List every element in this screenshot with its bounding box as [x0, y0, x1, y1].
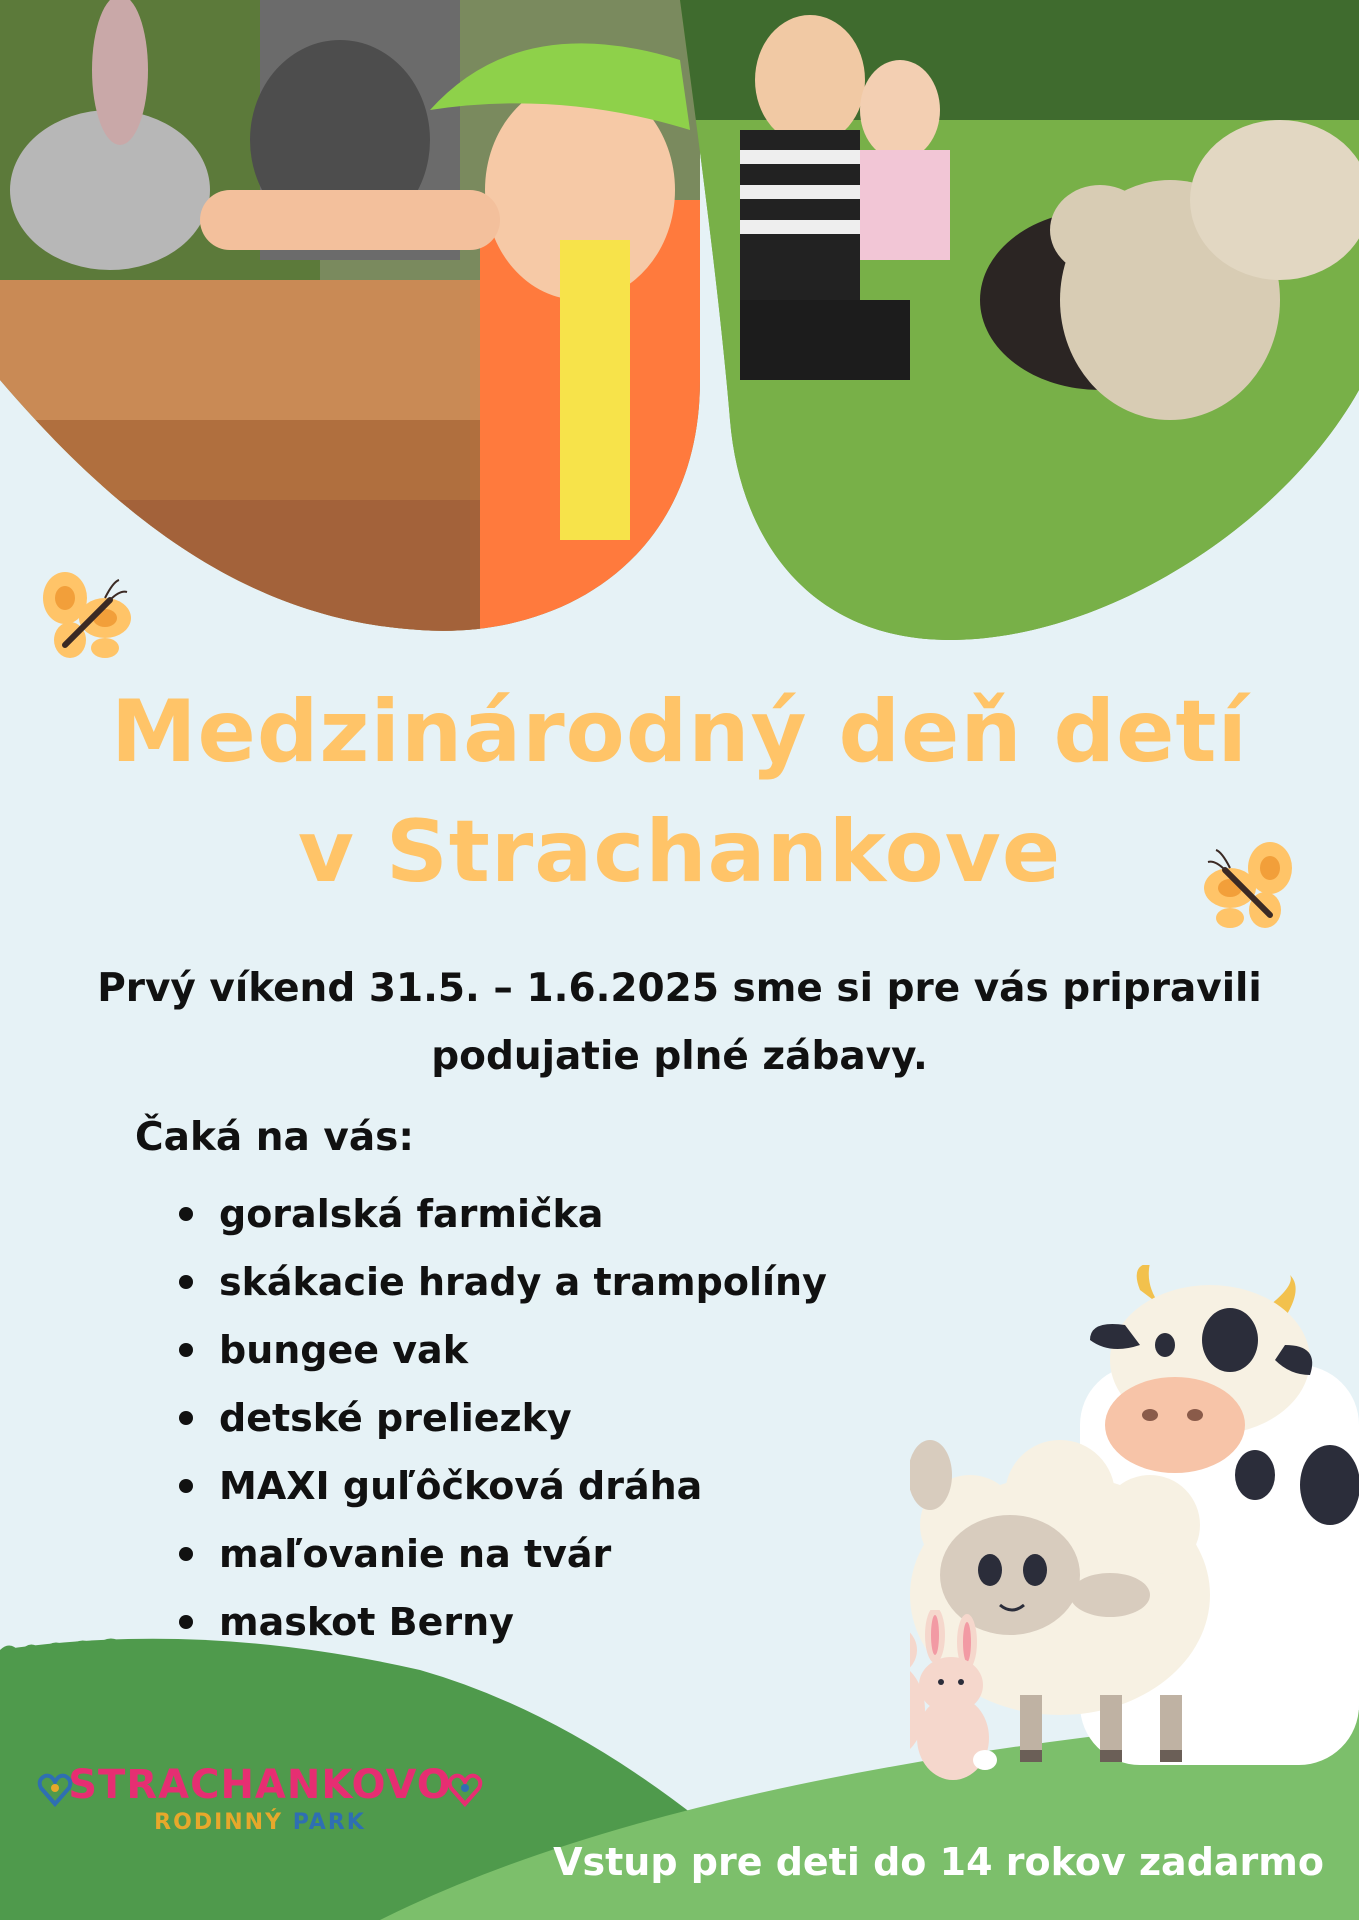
activities-heading: Čaká na vás:	[135, 1115, 414, 1160]
bullet-icon	[179, 1479, 193, 1493]
logo-sub-word-2: PARK	[292, 1810, 366, 1835]
list-item	[175, 1384, 827, 1452]
page-title-line-1: Medzinárodný deň detí	[110, 682, 1249, 782]
bullet-icon	[179, 1411, 193, 1425]
folk-heart-icon	[35, 1768, 75, 1808]
photo-child-with-rabbit	[0, 0, 700, 640]
list-item-label: detské preliezky	[219, 1396, 572, 1440]
list-item	[175, 1180, 827, 1248]
bullet-icon	[179, 1275, 193, 1289]
bullet-icon	[179, 1343, 193, 1357]
logo-name: STRACHANKOVO	[68, 1762, 452, 1808]
rabbit-illustration	[905, 1610, 1000, 1785]
intro-line-2: podujatie plné zábavy.	[431, 1034, 928, 1079]
list-item	[175, 1520, 827, 1588]
page-title-line-2: v Strachankove	[297, 802, 1062, 902]
strachankovo-logo	[35, 1762, 485, 1835]
free-entry-note: Vstup pre deti do 14 rokov zadarmo	[553, 1840, 1324, 1884]
bullet-icon	[179, 1207, 193, 1221]
intro-line-1: Prvý víkend 31.5. – 1.6.2025 sme si pre vás pripravili	[97, 966, 1262, 1011]
list-item	[175, 1248, 827, 1316]
activities-list	[175, 1180, 827, 1656]
list-item-label: maľovanie na tvár	[219, 1532, 612, 1576]
list-item-label: skákacie hrady a trampolíny	[219, 1260, 827, 1304]
bullet-icon	[179, 1547, 193, 1561]
logo-sub-word-1: RODINNÝ	[154, 1810, 284, 1835]
list-item-label: bungee vak	[219, 1328, 468, 1372]
list-item	[175, 1452, 827, 1520]
intro-text	[60, 955, 1299, 1091]
list-item-label: maskot Berny	[219, 1600, 514, 1644]
list-item-label: MAXI guľôčková dráha	[219, 1464, 703, 1508]
folk-heart-icon	[445, 1768, 485, 1808]
list-item	[175, 1316, 827, 1384]
list-item-label: goralská farmička	[219, 1192, 604, 1236]
photo-girls-feeding-sheep	[680, 0, 1359, 650]
butterfly-icon	[35, 570, 135, 665]
logo-subtitle	[35, 1810, 485, 1835]
